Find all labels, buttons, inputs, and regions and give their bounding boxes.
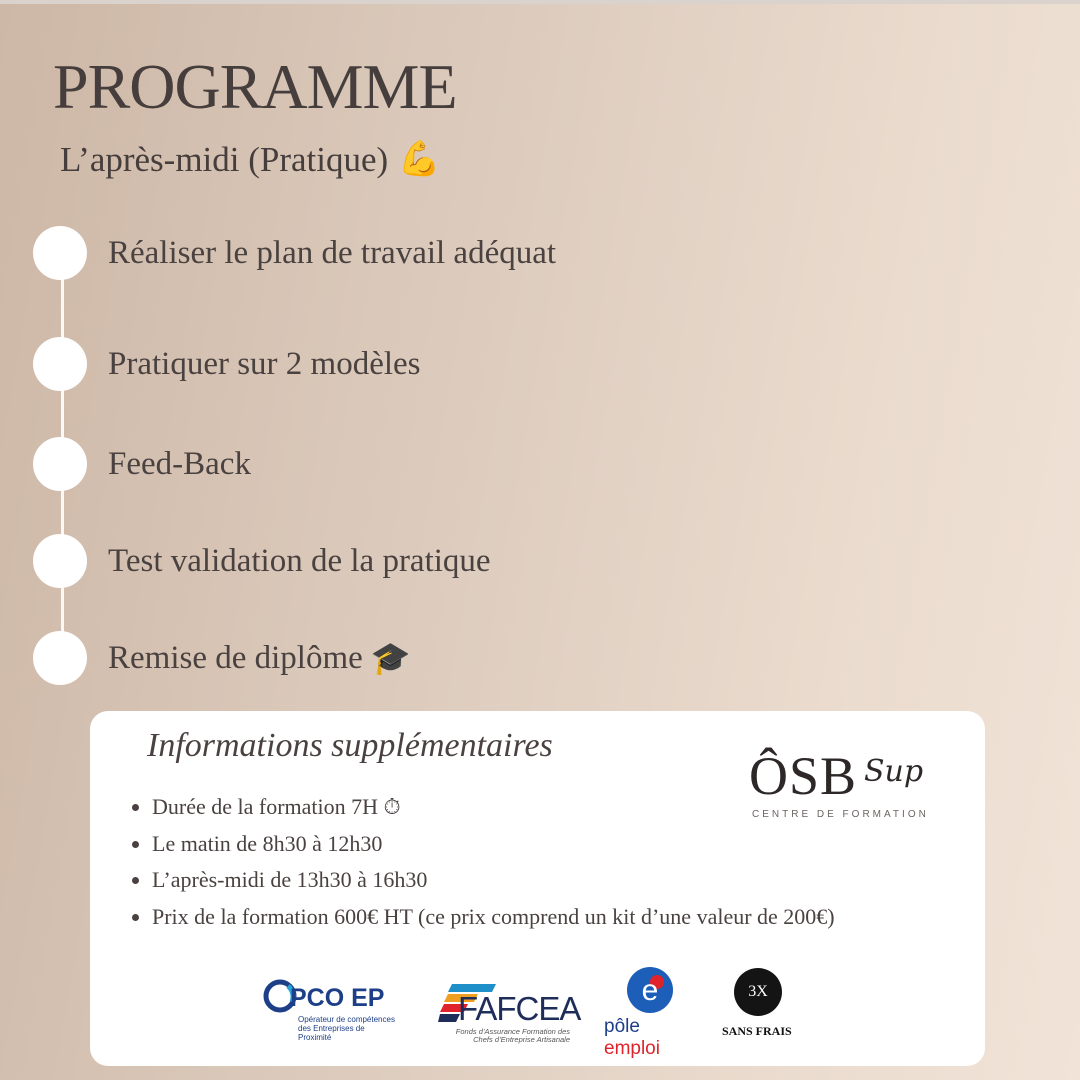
stopwatch-icon: ⏱ (383, 794, 401, 819)
info-item: • L’après-midi de 13h30 à 16h30 (152, 862, 835, 899)
sans-frais-label: SANS FRAIS (722, 1024, 792, 1038)
timeline-dot (33, 631, 87, 685)
brand-name: ÔSB (749, 746, 858, 806)
info-item: • Le matin de 8h30 à 12h30 (152, 826, 835, 863)
page-title: PROGRAMME (53, 51, 457, 122)
svg-text:e: e (641, 974, 659, 1007)
step-text: Pratiquer sur 2 modèles (108, 345, 421, 382)
pole-emploi-e-icon (624, 966, 678, 1016)
fafcea-name: FAFCEA (458, 990, 581, 1027)
timeline-step (33, 437, 251, 491)
sans-frais-circle: 3X (734, 968, 782, 1016)
timeline-step (33, 337, 421, 391)
subtitle-text: L’après-midi (Pratique) (60, 140, 389, 179)
opco-ep-logo (262, 978, 402, 1048)
step-text: Remise de diplôme (108, 639, 363, 676)
step-text: Test validation de la pratique (108, 542, 491, 579)
section-subtitle (60, 140, 441, 180)
info-card (90, 711, 985, 1066)
opco-name: PCO EP (290, 984, 385, 1012)
timeline-step-label (108, 235, 556, 272)
timeline-step-label (108, 346, 421, 383)
fafcea-tagline: Fonds d’Assurance Formation des Chefs d’Entreprise Artisanale (455, 1027, 570, 1045)
info-title: Informations supplémentaires (147, 727, 553, 764)
brand-suffix: Sup (864, 754, 924, 789)
info-item: • Prix de la formation 600€ HT (ce prix comprend un kit d’une valeur de 200€) (152, 899, 835, 936)
timeline-step (33, 534, 491, 588)
timeline-step-label (108, 543, 491, 580)
timeline-step (33, 226, 556, 280)
info-list (130, 789, 835, 935)
step-text: Réaliser le plan de travail adéquat (108, 234, 557, 271)
timeline-dot (33, 437, 87, 491)
info-item: • Durée de la formation 7H ⏱ (152, 789, 835, 826)
fafcea-logo (438, 974, 581, 1048)
timeline-step-label (108, 446, 251, 483)
step-text: Feed-Back (108, 445, 251, 482)
pole-emploi-logo (600, 966, 700, 1059)
pole-emploi-text: pôle emploi (604, 1016, 660, 1059)
timeline-dot (33, 226, 87, 280)
brand-tagline: CENTRE DE FORMATION (752, 809, 929, 820)
partner-logos (90, 966, 985, 1059)
opco-tagline: Opérateur de compétences des Entreprises de Proximité (298, 1015, 395, 1042)
sans-frais-badge (720, 968, 800, 1048)
graduation-cap-icon: 🎓 (370, 640, 411, 676)
timeline-dot (33, 337, 87, 391)
top-border (0, 0, 1080, 4)
flexed-biceps-icon: 💪 (398, 141, 441, 178)
timeline-step (33, 631, 411, 685)
timeline-dot (33, 534, 87, 588)
timeline-step-label (108, 640, 411, 677)
